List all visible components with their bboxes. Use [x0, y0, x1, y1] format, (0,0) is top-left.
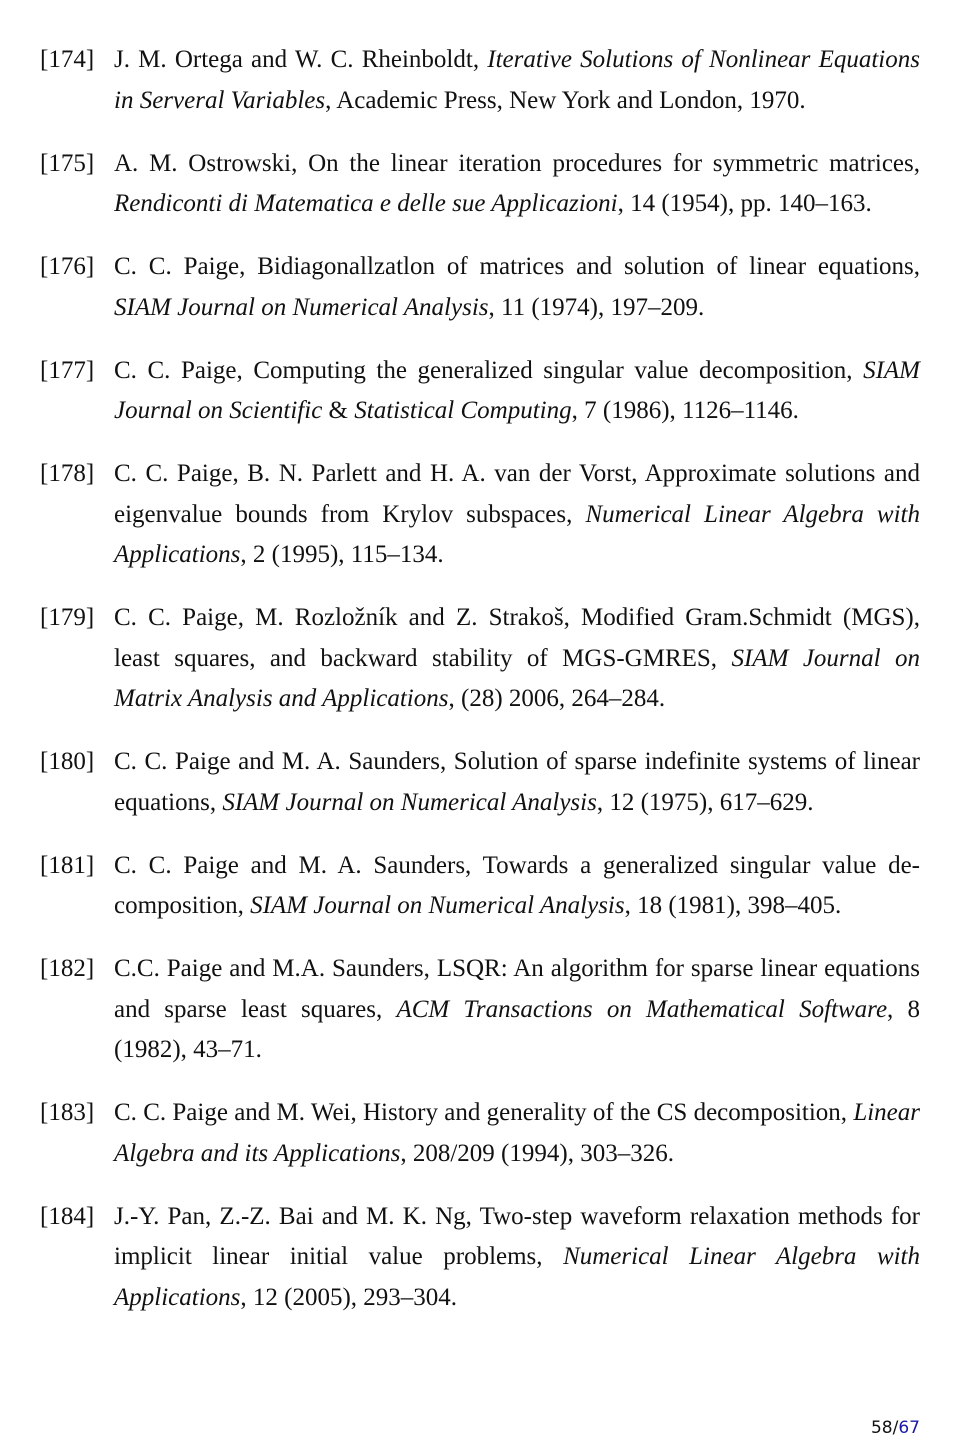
reference-entry	[40, 454, 920, 576]
reference-text-segment: J. M. Ortega and W. C. Rheinboldt,	[114, 46, 488, 73]
reference-number: [179]	[40, 604, 95, 631]
reference-title-italic: SIAM Journal on Matrix Analysis and Applications	[114, 644, 921, 712]
reference-text	[114, 144, 920, 225]
reference-text-segment: , 208/209 (1994), 303–326.	[400, 1139, 674, 1167]
reference-text	[114, 351, 920, 432]
reference-number: [176]	[40, 253, 95, 280]
reference-title-italic: SIAM Journal on Scientific	[114, 356, 920, 424]
reference-text	[114, 1093, 920, 1174]
reference-number: [183]	[40, 1099, 95, 1126]
reference-text	[114, 247, 920, 328]
reference-text-segment: &	[322, 397, 355, 424]
reference-text-segment: C. C. Paige and M. A. Saunders, Towards a generalized singular value decomposition,	[114, 851, 920, 919]
reference-text	[114, 742, 920, 823]
reference-text	[114, 1197, 920, 1319]
reference-number: [174]	[40, 46, 95, 73]
reference-number: [178]	[40, 460, 95, 487]
reference-text-segment: , 12 (1975), 617–629.	[596, 788, 814, 816]
reference-text-segment: C. C. Paige, M. Rozložník and Z. Strakoš, Modified Gram.Schmidt (MGS), least squares, and backward stability of MGS-GMRES,	[114, 604, 920, 672]
reference-text-segment: C. C. Paige, Computing the generalized singular value decomposition,	[114, 356, 864, 384]
reference-text	[114, 454, 920, 576]
reference-entry	[40, 598, 920, 720]
reference-title-italic: SIAM Journal on Numerical Analysis	[250, 892, 625, 919]
total-pages-link[interactable]: 67	[898, 1418, 920, 1438]
reference-text	[114, 40, 920, 121]
reference-title-italic: Numerical Linear Algebra with Applications	[114, 1243, 921, 1311]
reference-title-italic: ACM Transactions on Mathematical Software	[396, 995, 888, 1023]
reference-entry	[40, 40, 920, 121]
reference-text-segment: C. C. Paige, Bidiagonallzatlon of matrices and solution of linear equations,	[114, 253, 920, 280]
reference-text-segment: , 2 (1995), 115–134.	[240, 541, 444, 568]
page-separator: /	[892, 1418, 899, 1438]
reference-number: [182]	[40, 955, 95, 982]
reference-title-italic: SIAM Journal on Numerical Analysis	[222, 788, 597, 816]
reference-title-italic: Linear Algebra and its Applications	[114, 1099, 920, 1167]
reference-number: [180]	[40, 748, 95, 775]
reference-text-segment: , 18 (1981), 398–405.	[624, 892, 842, 919]
reference-number: [184]	[40, 1202, 95, 1230]
reference-list	[40, 40, 920, 1341]
reference-text-segment: , 14 (1954), pp. 140–163.	[617, 190, 872, 217]
reference-text-segment: , (28) 2006, 264–284.	[448, 685, 666, 712]
reference-text-segment: , Academic Press, New York and London, 1970.	[325, 86, 806, 114]
reference-entry	[40, 144, 920, 225]
reference-entry	[40, 1197, 920, 1319]
current-page: 58	[870, 1418, 893, 1438]
reference-text-segment: A. M. Ostrowski, On the linear iteration procedures for symmetric matrices,	[114, 149, 920, 177]
reference-text	[114, 949, 920, 1071]
reference-title-italic: Iterative Solutions of Nonlinear Equations in Serveral Variables	[114, 46, 920, 114]
reference-text-segment: , 7 (1986), 1126–1146.	[571, 397, 799, 424]
reference-title-italic: Numerical Linear Algebra with Applications	[114, 500, 921, 568]
reference-text	[114, 846, 920, 927]
reference-text-segment: C.C. Paige and M.A. Saunders, LSQR: An algorithm for sparse linear equations and sparse least squares,	[114, 955, 920, 1023]
reference-text-segment: C. C. Paige and M. Wei, History and generality of the CS decomposition,	[114, 1099, 854, 1126]
reference-text-segment: , 12 (2005), 293–304.	[240, 1283, 458, 1311]
reference-number: [181]	[40, 851, 95, 879]
reference-title-italic: Statistical Computing	[354, 397, 572, 424]
reference-entry	[40, 1093, 920, 1174]
reference-entry	[40, 742, 920, 823]
reference-entry	[40, 949, 920, 1071]
reference-entry	[40, 247, 920, 328]
reference-text-segment: C. C. Paige and M. A. Saunders, Solution of sparse indefinite systems of linear equations,	[114, 748, 920, 816]
reference-text	[114, 598, 920, 720]
page-number	[871, 1418, 920, 1438]
reference-number: [175]	[40, 149, 95, 177]
reference-text-segment: , 11 (1974), 197–209.	[488, 293, 705, 321]
reference-entry	[40, 351, 920, 432]
reference-text-segment: C. C. Paige, B. N. Parlett and H. A. van der Vorst, Approximate solutions and eigenvalue bounds from Krylov subspaces,	[114, 460, 920, 528]
reference-title-italic: Rendiconti di Matematica e delle sue Applicazioni	[114, 190, 618, 217]
reference-number: [177]	[40, 356, 95, 384]
reference-entry	[40, 846, 920, 927]
reference-text-segment: , 8 (1982), 43–71.	[114, 995, 920, 1063]
reference-text-segment: J.-Y. Pan, Z.-Z. Bai and M. K. Ng, Two-step waveform relaxation methods for implicit linear initial value problems,	[114, 1202, 920, 1270]
reference-title-italic: SIAM Journal on Numerical Analysis	[114, 293, 489, 321]
